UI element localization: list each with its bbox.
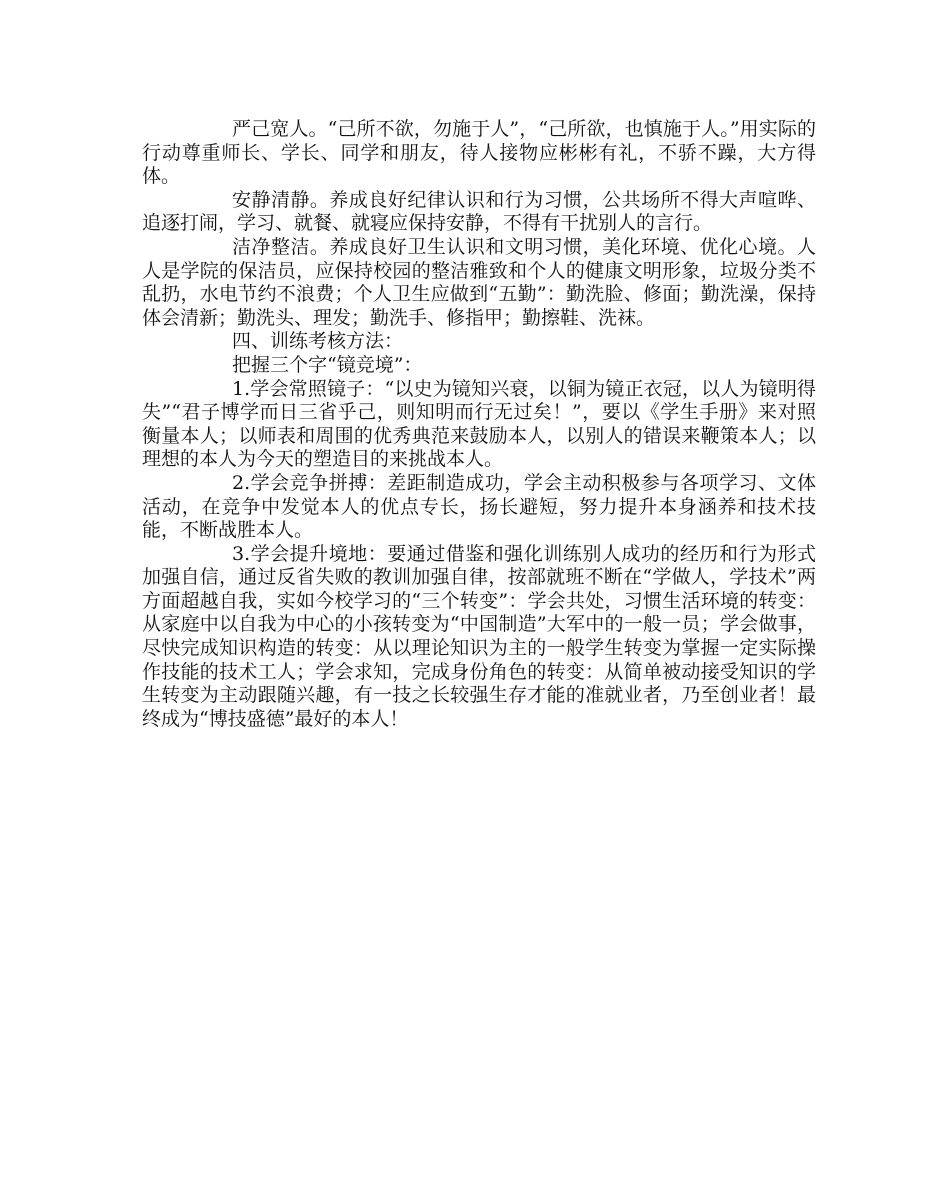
- paragraph-mirror: 1.学会常照镜子：“以史为镜知兴衰，以铜为镜正衣冠，以人为镜明得失”“君子博学而日三省乎己，则知明而行无过矣！”，要以《学生手册》来对照衡量本人；以师表和周围的优秀典范来鼓励本人，以别人的错误来鞭策本人；以理想的本人为今天的塑造目的来挑战本人。: [142, 377, 816, 471]
- paragraph-three-words: 把握三个字“镜竞境”：: [232, 353, 423, 376]
- section-heading-assessment: 四、训练考核方法：: [232, 330, 404, 353]
- paragraph-quiet: 安静清静。养成良好纪律认识和行为习惯，公共场所不得大声喧哗、追逐打闹，学习、就餐、就寝应保持安静，不得有干扰别人的言行。: [142, 188, 816, 235]
- document-page: [142, 118, 816, 731]
- paragraph-compete: 2.学会竞争拼搏：差距制造成功，学会主动积极参与各项学习、文体活动，在竞争中发觉本人的优点专长，扬长避短，努力提升本身涵养和技术技能，不断战胜本人。: [142, 471, 816, 542]
- paragraph-modesty: 严己宽人。“己所不欲，勿施于人”，“己所欲，也慎施于人。”用实际的行动尊重师长、学长、同学和朋友，待人接物应彬彬有礼，不骄不躁，大方得体。: [142, 118, 816, 188]
- paragraph-realm: 3.学会提升境地：要通过借鉴和强化训练别人成功的经历和行为形式加强自信，通过反省失败的教训加强自律，按部就班不断在“学做人，学技术”两方面超越自我，实如今校学习的“三个转变”：学会共处，习惯生活环境的转变：从家庭中以自我为中心的小孩转变为“中国制造”大军中的一般一员；学会做事，尽快完成知识构造的转变：从以理论知识为主的一般学生转变为掌握一定实际操作技能的技术工人；学会求知，完成身份角色的转变：从简单被动接受知识的学生转变为主动跟随兴趣，有一技之长较强生存才能的准就业者，乃至创业者！最终成为“博技盛德”最好的本人！: [142, 542, 816, 730]
- paragraph-cleanliness: 洁净整洁。养成良好卫生认识和文明习惯，美化环境、优化心境。人人是学院的保洁员，应保持校园的整洁雅致和个人的健康文明形象，垃圾分类不乱扔，水电节约不浪费；个人卫生应做到“五勤”：勤洗脸、修面；勤洗澡，保持体会清新；勤洗头、理发；勤洗手、修指甲；勤擦鞋、洗袜。: [142, 235, 816, 329]
